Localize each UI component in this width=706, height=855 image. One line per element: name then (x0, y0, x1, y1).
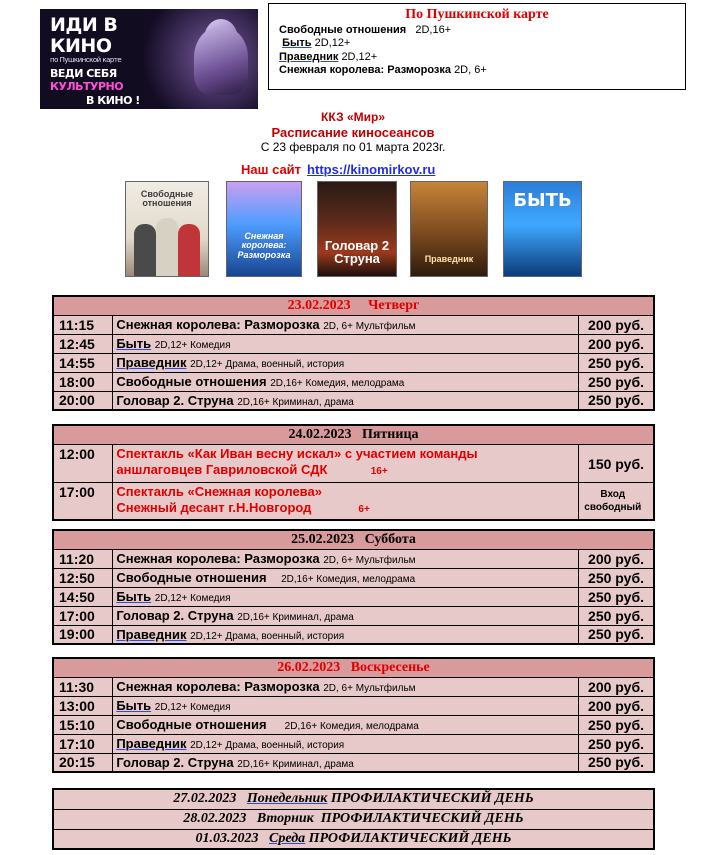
session-row (53, 625, 654, 644)
session-title: Свободные отношения (116, 717, 267, 732)
session-price: 250 руб. (578, 753, 654, 772)
banner-line-1: ИДИ В (50, 14, 118, 36)
session-title: Снежная королева: Разморозка (116, 551, 320, 566)
pushkin-bust-image (194, 27, 248, 95)
session-price: 200 руб. (578, 334, 654, 353)
session-title: Головар 2. Струна (116, 754, 234, 770)
session-title: Снежная королева: Разморозка (116, 317, 320, 332)
venue-name: ККЗ «Мир» (321, 110, 385, 124)
session-time: 12:45 (53, 334, 113, 353)
day-weekday: Пятница (361, 426, 419, 442)
session-info: 2D, 6+ Мультфильм (323, 555, 416, 566)
maintenance-weekday: Вторник (256, 811, 314, 826)
maintenance-row (53, 829, 654, 849)
session-info: 2D,12+ Комедия (154, 702, 231, 713)
performance-age: 16+ (370, 465, 388, 477)
session-info: 2D,16+ Криминал, драма (237, 758, 354, 770)
performance-subtitle: аншлаговцев Гавриловской СДК (116, 461, 328, 477)
session-price: 250 руб. (578, 353, 654, 372)
banner-line-5: КУЛЬТУРНО (50, 80, 124, 93)
poster-golovar-2 (317, 181, 397, 277)
pushkin-card-box (268, 3, 686, 90)
session-price: 250 руб. (578, 734, 654, 753)
banner-line-3: по Пушкинской карте (50, 56, 122, 64)
session-title: Свободные отношения (116, 374, 267, 389)
pushkin-card-banner (40, 9, 258, 109)
session-row (53, 315, 654, 334)
poster-free-relations (125, 181, 209, 277)
maintenance-text: ПРОФИЛАКТИЧЕСКИЙ ДЕНЬ (320, 811, 524, 826)
session-title: Снежная королева: Разморозка (116, 679, 320, 694)
session-price: 250 руб. (578, 625, 654, 644)
price-line: Вход (600, 489, 626, 501)
pushkin-item (279, 37, 675, 51)
poster-figure (156, 218, 178, 276)
poster-title: Снежная королева: Разморозка (237, 230, 291, 260)
schedule-period: С 23 февраля по 01 марта 2023г. (260, 140, 446, 154)
pushkin-item (279, 51, 675, 65)
session-row (53, 549, 654, 568)
session-time: 20:15 (53, 753, 113, 772)
session-info: 2D,12+ Драма, военный, история (190, 740, 345, 751)
performance-age: 6+ (358, 503, 370, 515)
session-price: 250 руб. (578, 587, 654, 606)
schedule-header (0, 110, 706, 155)
session-time: 17:10 (53, 734, 113, 753)
session-time: 19:00 (53, 625, 113, 644)
session-title: Быть (116, 698, 152, 713)
session-title: Головар 2. Струна (116, 608, 234, 623)
poster-pravednik (410, 181, 488, 277)
pushkin-item-info: 2D,12+ (341, 50, 378, 63)
session-row (53, 353, 654, 372)
pushkin-item (279, 24, 675, 38)
maintenance-date: 27.02.2023 (173, 791, 237, 807)
pushkin-item-info: 2D, 6+ (454, 64, 487, 76)
poster-figure (178, 224, 200, 276)
session-price: 200 руб. (578, 677, 654, 696)
day-header (53, 425, 654, 444)
day-header (53, 530, 654, 549)
session-info: 2D,16+ Криминал, драма (237, 396, 354, 408)
maintenance-date: 28.02.2023 (183, 811, 247, 826)
performance-title: Спектакль «Снежная королева» (116, 483, 322, 499)
poster-title: Свободные отношения (140, 189, 194, 209)
website-link[interactable]: https://kinomirkov.ru (307, 162, 436, 177)
website-label: Наш сайт (241, 162, 302, 177)
day-date: 24.02.2023 (288, 426, 352, 442)
maintenance-row (53, 789, 654, 809)
maintenance-weekday: Среда (269, 830, 306, 846)
day-table-sunday (52, 657, 655, 773)
session-price: 250 руб. (578, 606, 654, 625)
maintenance-date: 01.03.2023 (195, 830, 259, 846)
schedule-title: Расписание киносеансов (271, 125, 435, 140)
session-row (53, 696, 654, 715)
session-info: 2D,12+ Драма, военный, история (190, 359, 345, 370)
session-row (53, 606, 654, 625)
session-time: 18:00 (53, 372, 113, 391)
session-time: 14:55 (53, 353, 113, 372)
session-info: 2D,12+ Комедия (154, 593, 231, 604)
day-date: 25.02.2023 (291, 531, 355, 547)
maintenance-text: ПРОФИЛАКТИЧЕСКИЙ ДЕНЬ (308, 830, 512, 846)
session-title: Праведник (116, 736, 187, 751)
session-row (53, 568, 654, 587)
session-row (53, 715, 654, 734)
pushkin-item-info: 2D,16+ (415, 23, 452, 36)
day-header (53, 296, 654, 315)
poster-title: БЫТЬ (513, 190, 572, 211)
session-price: 200 руб. (578, 696, 654, 715)
performance-title: Спектакль «Как Иван весну искал» с участием команды (116, 445, 478, 461)
session-price: 250 руб. (578, 568, 654, 587)
session-row (53, 734, 654, 753)
session-title: Быть (116, 336, 152, 351)
day-table-saturday (52, 529, 655, 645)
website-line (241, 162, 435, 177)
day-table-friday (52, 424, 655, 521)
session-price: 200 руб. (578, 549, 654, 568)
session-price: 150 руб. (578, 444, 654, 482)
session-title: Свободные отношения (116, 570, 267, 585)
session-info: 2D, 6+ Мультфильм (323, 683, 416, 694)
session-time: 20:00 (53, 391, 113, 410)
banner-line-4: ВЕДИ СЕБЯ (50, 67, 117, 80)
session-time: 13:00 (53, 696, 113, 715)
session-time: 17:00 (53, 606, 113, 625)
poster-snow-queen (226, 181, 302, 277)
session-price: 200 руб. (578, 315, 654, 334)
pushkin-item-name: Снежная королева: Разморозка (279, 64, 451, 76)
poster-title: Головар 2 Струна (324, 237, 390, 267)
poster-title: Праведник (424, 253, 474, 264)
performance-subtitle: Снежный десант г.Н.Новгород (116, 499, 312, 515)
day-weekday: Воскресенье (350, 659, 430, 675)
pushkin-item-name: Свободные отношения (279, 23, 407, 36)
maintenance-weekday: Понедельник (246, 791, 328, 807)
session-price-free (578, 482, 654, 520)
session-row (53, 482, 654, 520)
day-weekday: Суббота (364, 531, 416, 547)
poster-byt (503, 181, 582, 277)
pushkin-item-name: Праведник (279, 50, 339, 63)
day-weekday: Четверг (368, 297, 420, 313)
maintenance-text: ПРОФИЛАКТИЧЕСКИЙ ДЕНЬ (330, 791, 534, 807)
pushkin-card-title: По Пушкинской карте (405, 7, 549, 22)
session-time: 12:50 (53, 568, 113, 587)
pushkin-item-name: Быть (282, 37, 312, 49)
session-time: 15:10 (53, 715, 113, 734)
session-title: Головар 2. Струна (116, 392, 234, 408)
poster-figure (134, 224, 156, 276)
session-row (53, 391, 654, 410)
session-time: 14:50 (53, 587, 113, 606)
maintenance-row (53, 809, 654, 829)
banner-line-6: В КИНО ! (86, 94, 140, 107)
session-info: 2D, 6+ Мультфильм (323, 321, 416, 332)
day-date: 26.02.2023 (277, 659, 341, 675)
session-info: 2D,16+ Комедия, мелодрама (284, 721, 419, 732)
session-price: 250 руб. (578, 715, 654, 734)
price-line: свободный (584, 502, 642, 514)
banner-line-2: КИНО (50, 35, 112, 57)
session-title: Праведник (116, 626, 187, 642)
maintenance-days-table (52, 788, 655, 850)
session-info: 2D,16+ Комедия, мелодрама (270, 378, 405, 389)
session-title: Быть (116, 589, 152, 604)
pushkin-item-info: 2D,12+ (314, 37, 351, 49)
session-info: 2D,16+ Комедия, мелодрама (281, 574, 416, 585)
session-row (53, 677, 654, 696)
session-time: 11:15 (53, 315, 113, 334)
session-info: 2D,16+ Криминал, драма (237, 612, 354, 623)
session-time: 17:00 (53, 482, 113, 520)
session-row (53, 587, 654, 606)
session-row (53, 753, 654, 772)
session-row (53, 334, 654, 353)
day-header (53, 658, 654, 677)
session-time: 12:00 (53, 444, 113, 482)
day-table-thursday (52, 295, 655, 411)
session-info: 2D,12+ Драма, военный, история (190, 630, 345, 642)
session-info: 2D,12+ Комедия (154, 340, 231, 351)
session-row (53, 444, 654, 482)
session-time: 11:30 (53, 677, 113, 696)
session-price: 250 руб. (578, 391, 654, 410)
pushkin-item (279, 64, 675, 78)
session-price: 250 руб. (578, 372, 654, 391)
session-row (53, 372, 654, 391)
day-date: 23.02.2023 (287, 297, 351, 313)
session-title: Праведник (116, 355, 187, 370)
session-time: 11:20 (53, 549, 113, 568)
